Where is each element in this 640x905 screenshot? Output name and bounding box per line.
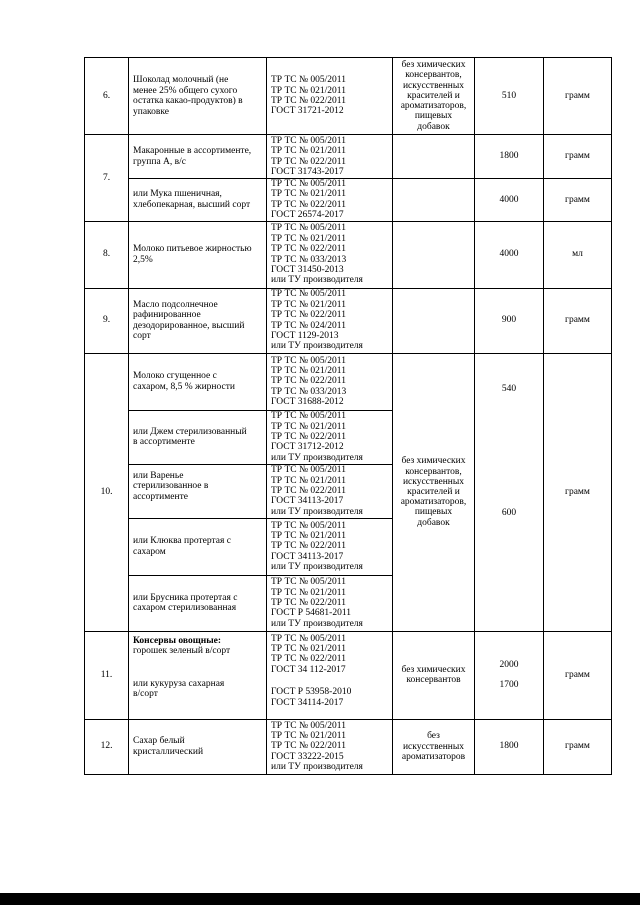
unit: грамм [544,135,612,179]
requirements: без химических консервантов, искусственных красителей и ароматизаторов, пищевых добавок [393,58,475,135]
unit: грамм [544,631,612,719]
standards: ТР ТС № 005/2011 ТР ТС № 021/2011 ТР ТС № 022/2011 ГОСТ 31721-2012 [267,58,393,135]
products-table [84,57,612,775]
product-name: Сахар белый кристаллический [129,719,267,774]
standards: ТР ТС № 005/2011 ТР ТС № 021/2011 ТР ТС № 022/2011 ТР ТС № 033/2013 ГОСТ 31688-2012 [267,353,393,410]
unit: грамм [544,288,612,353]
requirements: без искусственных ароматизаторов [393,719,475,774]
table-row-10a [85,353,612,410]
product-name: или Джем стерилизованный в ассортименте [129,410,267,464]
requirements [393,179,475,222]
scan-edge-bar [0,893,640,905]
row-number: 11. [85,631,129,719]
table-row-8 [85,221,612,288]
product-name: Макаронные в ассортименте, группа А, в/с [129,135,267,179]
product-name: Молоко сгущенное с сахаром, 8,5 % жирности [129,353,267,410]
quantity: 2000 1700 [475,631,544,719]
standards: ТР ТС № 005/2011 ТР ТС № 021/2011 ТР ТС № 022/2011 ГОСТ 31743-2017 [267,135,393,179]
standards: ТР ТС № 005/2011 ТР ТС № 021/2011 ТР ТС № 022/2011 ГОСТ 26574-2017 [267,179,393,222]
table-row-6 [85,58,612,135]
table-row-12 [85,719,612,774]
unit: грамм [544,179,612,222]
unit: грамм [544,719,612,774]
row-number: 6. [85,58,129,135]
requirements: без химических консервантов [393,631,475,719]
quantity: 1800 [475,719,544,774]
unit: грамм [544,353,612,631]
requirements [393,221,475,288]
quantity: 1800 [475,135,544,179]
standards: ТР ТС № 005/2011 ТР ТС № 021/2011 ТР ТС № 022/2011 ГОСТ 34 112-2017 ГОСТ Р 53958-2010 ГОСТ 34114-2017 [267,631,393,719]
row-number: 9. [85,288,129,353]
standards: ТР ТС № 005/2011 ТР ТС № 021/2011 ТР ТС № 022/2011 ГОСТ Р 54681-2011 или ТУ производителя [267,575,393,631]
row-number: 8. [85,221,129,288]
standards: ТР ТС № 005/2011 ТР ТС № 021/2011 ТР ТС № 022/2011 ГОСТ 31712-2012 или ТУ производителя [267,410,393,464]
row-number: 10. [85,353,129,631]
unit: грамм [544,58,612,135]
table-row-7a [85,135,612,179]
table-row-7b [85,179,612,222]
product-name: или Мука пшеничная, хлебопекарная, высший сорт [129,179,267,222]
quantity: 4000 [475,179,544,222]
product-name: или Клюква протертая с сахаром [129,518,267,575]
standards: ТР ТС № 005/2011 ТР ТС № 021/2011 ТР ТС № 022/2011 ТР ТС № 033/2013 ГОСТ 31450-2013 или ТУ производителя [267,221,393,288]
standards: ТР ТС № 005/2011 ТР ТС № 021/2011 ТР ТС № 022/2011 ГОСТ 34113-2017 или ТУ производителя [267,464,393,518]
table-row-11 [85,631,612,719]
requirements [393,288,475,353]
product-name: Масло подсолнечное рафинированное дезодорированное, высший сорт [129,288,267,353]
row-number: 7. [85,135,129,222]
product-name: Молоко питьевое жирностью 2,5% [129,221,267,288]
category-title: Консервы овощные: [133,635,222,646]
product-name: Шоколад молочный (не менее 25% общего сухого остатка какао-продуктов) в упаковке [129,58,267,135]
quantity: 540 600 [475,353,544,631]
quantity: 900 [475,288,544,353]
row-number: 12. [85,719,129,774]
product-name: Консервы овощные: горошек зеленый в/сорт или кукуруза сахарная в/сорт [129,631,267,719]
standards: ТР ТС № 005/2011 ТР ТС № 021/2011 ТР ТС № 022/2011 ГОСТ 34113-2017 или ТУ производителя [267,518,393,575]
requirements: без химических консервантов, искусственных красителей и ароматизаторов, пищевых добавок [393,353,475,631]
product-name: или Варенье стерилизованное в ассортименте [129,464,267,518]
quantity: 4000 [475,221,544,288]
standards: ТР ТС № 005/2011 ТР ТС № 021/2011 ТР ТС № 022/2011 ТР ТС № 024/2011 ГОСТ 1129-2013 или ТУ производителя [267,288,393,353]
quantity: 510 [475,58,544,135]
standards: ТР ТС № 005/2011 ТР ТС № 021/2011 ТР ТС № 022/2011 ГОСТ 33222-2015 или ТУ производителя [267,719,393,774]
requirements [393,135,475,179]
product-name: или Брусника протертая с сахаром стерилизованная [129,575,267,631]
unit: мл [544,221,612,288]
table-row-9 [85,288,612,353]
